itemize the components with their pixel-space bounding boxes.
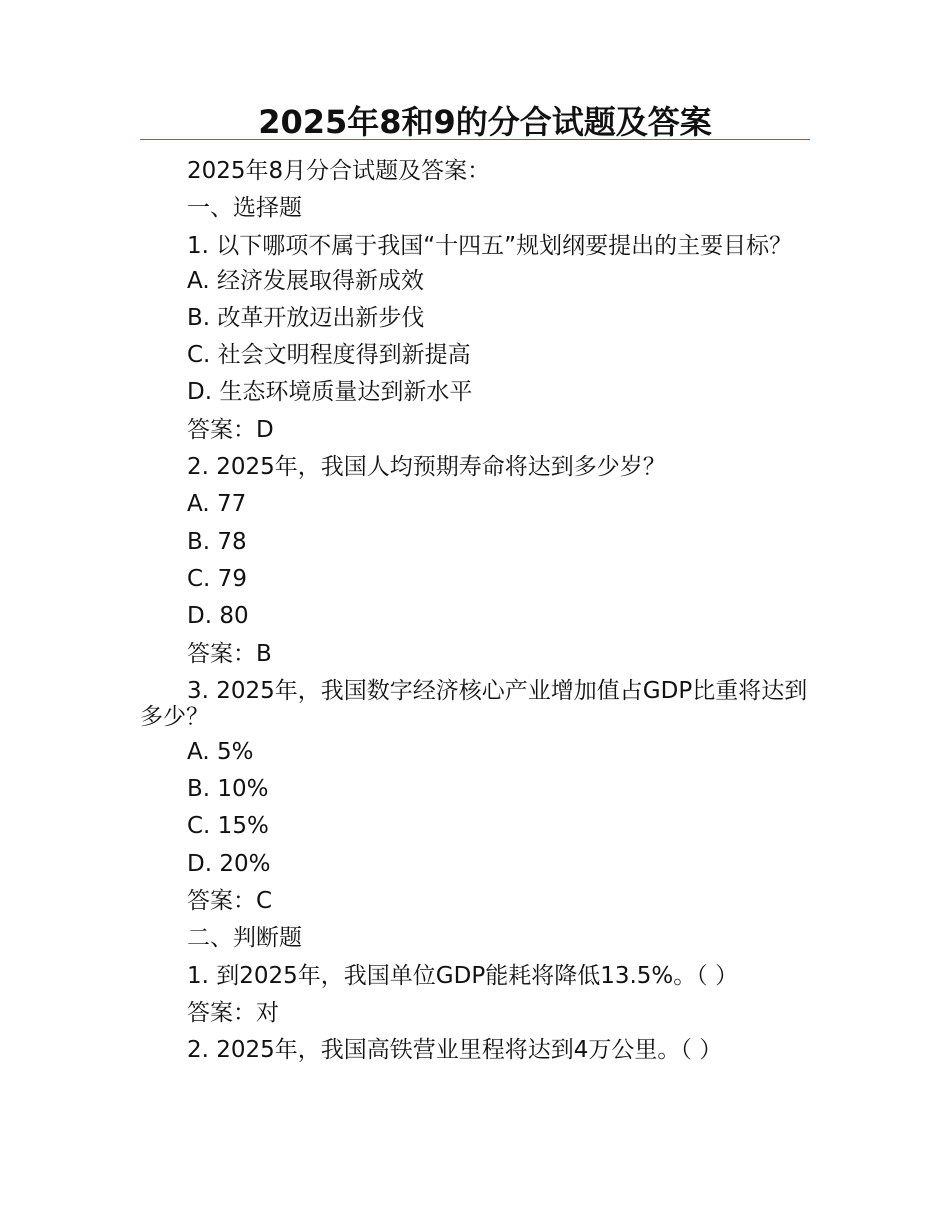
judgement-question-2: 2. 2025年，我国高铁营业里程将达到4万公里。（ ） [187, 1037, 723, 1064]
document-title: 2025年8和9的分合试题及答案 [258, 103, 712, 141]
judgement-question-1: 1. 到2025年，我国单位GDP能耗将降低13.5%。（ ） [187, 962, 739, 989]
q3-option-a: A. 5% [187, 738, 254, 765]
title-underline [140, 139, 810, 140]
question-1: 1. 以下哪项不属于我国“十四五”规划纲要提出的主要目标？ [187, 232, 793, 259]
q1-option-d: D. 生态环境质量达到新水平 [187, 379, 473, 406]
section-heading-choice: 一、选择题 [187, 195, 302, 222]
q3-answer: 答案：C [187, 888, 273, 915]
q3-option-c: C. 15% [187, 813, 269, 840]
q3-option-b: B. 10% [187, 776, 269, 803]
q2-option-c: C. 79 [187, 565, 247, 592]
q1-option-b: B. 改革开放迈出新步伐 [187, 304, 425, 331]
document-body [140, 153, 812, 1070]
q2-answer: 答案：B [187, 640, 272, 667]
q2-option-d: D. 80 [187, 603, 249, 630]
section-heading-august: 2025年8月分合试题及答案： [187, 158, 491, 184]
q1-option-a: A. 经济发展取得新成效 [187, 267, 424, 294]
q1-answer: 答案：D [187, 416, 274, 443]
q3-option-d: D. 20% [187, 850, 271, 877]
question-2: 2. 2025年，我国人均预期寿命将达到多少岁？ [187, 454, 666, 481]
judgement-answer-1: 答案：对 [187, 999, 279, 1026]
q2-option-b: B. 78 [187, 528, 247, 555]
section-heading-judgement: 二、判断题 [187, 925, 302, 952]
q2-option-a: A. 77 [187, 491, 247, 518]
q1-option-c: C. 社会文明程度得到新提高 [187, 342, 471, 369]
question-3: 3. 2025年，我国数字经济核心产业增加值占GDP比重将达到多少？ [140, 677, 808, 730]
